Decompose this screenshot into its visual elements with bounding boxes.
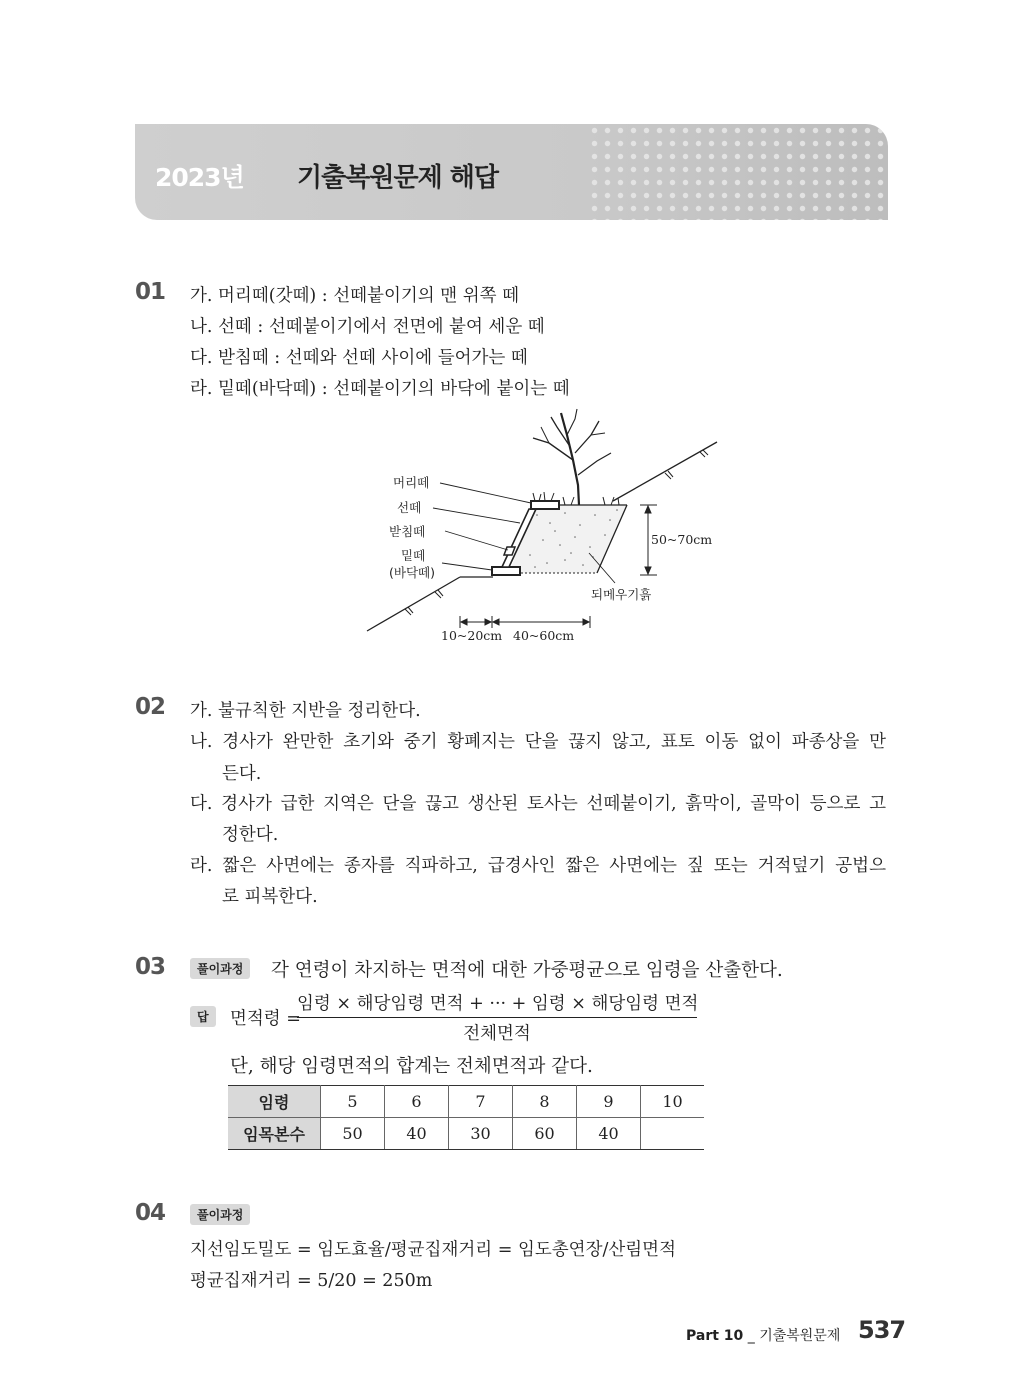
q2-line-4b: 로 피복한다.: [222, 887, 318, 907]
formula-fraction: [297, 990, 697, 1045]
table-cell: 60: [513, 1118, 577, 1150]
question-number-02: 02: [135, 694, 166, 720]
table-cell: 5: [321, 1086, 385, 1118]
table-cell: 40: [385, 1118, 449, 1150]
q1-line-1: 가. 머리떼(갓떼) : 선떼붙이기의 맨 위쪽 떼: [190, 286, 519, 306]
q1-line-4: 라. 밑떼(바닥떼) : 선떼붙이기의 바닥에 붙이는 떼: [190, 379, 570, 399]
table-cell: 40: [577, 1118, 641, 1150]
width-dimension: [460, 616, 590, 628]
q1-line-2: 나. 선떼 : 선떼붙이기에서 전면에 붙여 세운 떼: [190, 317, 545, 337]
table-row: [228, 1118, 704, 1150]
label-support-sod: 받침떼: [389, 524, 426, 539]
chapter-banner: [135, 124, 888, 220]
label-bottom-sod: 밑떼: [401, 548, 426, 563]
q4-line-1: 지선임도밀도 = 임도효율/평균집재거리 = 임도총연장/산림면적: [190, 1240, 676, 1260]
label-head-sod: 머리떼: [393, 475, 430, 490]
label-height: 50~70cm: [651, 532, 713, 547]
bottom-sod: [492, 567, 520, 575]
table-cell: 7: [449, 1086, 513, 1118]
q2-line-4a: 라. 짧은 사면에는 종자를 직파하고, 급경사인 짧은 사면에는 짚 또는 거적덮기 공법으: [190, 856, 886, 876]
question-number-03: 03: [135, 954, 166, 980]
label-width-2: 40~60cm: [513, 628, 575, 643]
age-table: [228, 1085, 704, 1150]
table-cell: 6: [385, 1086, 449, 1118]
q2-line-2b: 든다.: [222, 764, 262, 784]
question-number-04: 04: [135, 1200, 166, 1226]
formula-numerator: 임령 × 해당임령 면적 + ··· + 임령 × 해당임령 면적: [297, 990, 697, 1018]
q4-line-2: 평균집재거리 = 5/20 = 250m: [190, 1271, 433, 1291]
q2-line-1: 가. 불규칙한 지반을 정리한다.: [190, 701, 421, 721]
q2-line-3a: 다. 경사가 급한 지역은 단을 끊고 생산된 토사는 선떼붙이기, 흙막이, 골막이 등으로 고: [190, 794, 886, 814]
footer-section-title: 기출복원문제: [759, 1328, 841, 1344]
q3-note: 단, 해당 임령면적의 합계는 전체면적과 같다.: [230, 1056, 593, 1077]
footer-part: Part 10: [686, 1328, 744, 1344]
table-cell: 30: [449, 1118, 513, 1150]
banner-dot-pattern: [588, 124, 888, 220]
table-cell: 8: [513, 1086, 577, 1118]
formula-denominator: 전체면적: [463, 1024, 531, 1044]
question-number-01: 01: [135, 279, 166, 305]
footer-separator: _: [747, 1328, 755, 1344]
label-width-1: 10~20cm: [441, 628, 503, 643]
sod-terrace-diagram: [365, 405, 725, 650]
head-sod: [531, 501, 559, 509]
q2-line-2a: 나. 경사가 완만한 초기와 중기 황폐지는 단을 끊지 않고, 표토 이동 없이 파종상을 만: [190, 732, 886, 752]
q2-line-3b: 정한다.: [222, 825, 279, 845]
upper-slope-line: [613, 442, 717, 501]
process-tag-04: 풀이과정: [190, 1204, 250, 1225]
q1-line-3: 다. 받침떼 : 선떼와 선떼 사이에 들어가는 떼: [190, 348, 528, 368]
table-cell: 9: [577, 1086, 641, 1118]
process-tag: 풀이과정: [190, 958, 250, 979]
footer-section: [686, 1325, 840, 1345]
table-cell: 10: [641, 1086, 705, 1118]
label-bottom-sod-alt: (바닥떼): [389, 565, 435, 580]
table-cell: 50: [321, 1118, 385, 1150]
formula-lhs: 면적령 =: [230, 1009, 301, 1029]
table-cell: [641, 1118, 705, 1150]
banner-title: 기출복원문제 해답: [297, 163, 498, 193]
table-header-age: 임령: [228, 1086, 321, 1118]
table-header-trees: 임목본수: [228, 1118, 321, 1150]
banner-year: 2023년: [155, 163, 244, 192]
q3-process-text: 각 연령이 차지하는 면적에 대한 가중평균으로 임령을 산출한다.: [271, 960, 783, 981]
label-backfill: 되메우기흙: [591, 587, 652, 602]
label-front-sod: 선떼: [397, 500, 422, 515]
answer-tag: 답: [190, 1006, 216, 1027]
table-row: [228, 1086, 704, 1118]
page-number: 537: [858, 1316, 906, 1344]
tree: [533, 409, 611, 505]
lower-slope-line: [367, 577, 460, 631]
